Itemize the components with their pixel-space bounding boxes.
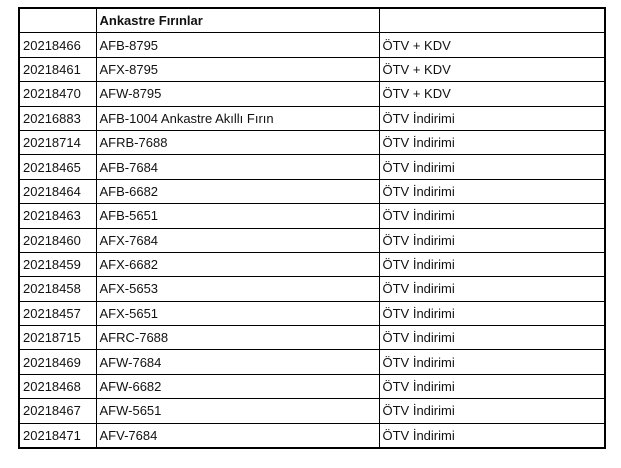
model-name-cell: AFW-7684 — [96, 350, 379, 374]
tax-status-cell: ÖTV İndirimi — [379, 228, 605, 252]
model-name-cell: AFW-6682 — [96, 374, 379, 398]
product-code-cell: 20218469 — [19, 350, 96, 374]
table-row — [19, 82, 605, 106]
table-row — [19, 33, 605, 57]
model-name-cell: AFB-1004 Ankastre Akıllı Fırın — [96, 106, 379, 130]
table-row — [19, 106, 605, 130]
model-name-cell: AFB-6682 — [96, 179, 379, 203]
model-name-cell: AFW-5651 — [96, 399, 379, 423]
product-code-cell: 20218468 — [19, 374, 96, 398]
tax-status-cell: ÖTV İndirimi — [379, 399, 605, 423]
table-row — [19, 423, 605, 448]
tax-status-cell: ÖTV İndirimi — [379, 252, 605, 276]
model-name-cell: AFB-8795 — [96, 33, 379, 57]
product-code-cell: 20216883 — [19, 106, 96, 130]
table-row — [19, 399, 605, 423]
product-code-cell: 20218458 — [19, 277, 96, 301]
product-code-cell: 20218459 — [19, 252, 96, 276]
tax-status-cell: ÖTV İndirimi — [379, 204, 605, 228]
model-name-cell: AFV-7684 — [96, 423, 379, 448]
tax-status-cell: ÖTV İndirimi — [379, 277, 605, 301]
product-code-cell: 20218715 — [19, 326, 96, 350]
tax-status-cell: ÖTV İndirimi — [379, 179, 605, 203]
table-row — [19, 155, 605, 179]
table-row — [19, 252, 605, 276]
product-code-cell: 20218463 — [19, 204, 96, 228]
table-row — [19, 57, 605, 81]
table-row — [19, 350, 605, 374]
tax-status-cell: ÖTV İndirimi — [379, 301, 605, 325]
product-code-cell: 20218467 — [19, 399, 96, 423]
model-name-cell: AFX-8795 — [96, 57, 379, 81]
table-row — [19, 277, 605, 301]
table-header-row — [19, 8, 605, 33]
model-name-cell: AFB-7684 — [96, 155, 379, 179]
tax-status-cell: ÖTV İndirimi — [379, 350, 605, 374]
tax-status-cell: ÖTV + KDV — [379, 33, 605, 57]
oven-product-table — [18, 7, 606, 449]
table-row — [19, 326, 605, 350]
model-name-cell: AFRB-7688 — [96, 130, 379, 154]
model-name-cell: AFB-5651 — [96, 204, 379, 228]
tax-status-cell: ÖTV + KDV — [379, 57, 605, 81]
product-code-cell: 20218457 — [19, 301, 96, 325]
product-code-cell: 20218464 — [19, 179, 96, 203]
table-row — [19, 374, 605, 398]
product-code-cell: 20218470 — [19, 82, 96, 106]
model-name-cell: AFX-6682 — [96, 252, 379, 276]
model-name-cell: AFX-7684 — [96, 228, 379, 252]
tax-status-cell: ÖTV İndirimi — [379, 106, 605, 130]
tax-status-cell: ÖTV İndirimi — [379, 423, 605, 448]
model-name-cell: AFX-5651 — [96, 301, 379, 325]
table-body — [19, 33, 605, 448]
header-tax-cell — [379, 8, 605, 33]
tax-status-cell: ÖTV İndirimi — [379, 155, 605, 179]
product-code-cell: 20218460 — [19, 228, 96, 252]
product-code-cell: 20218466 — [19, 33, 96, 57]
product-code-cell: 20218461 — [19, 57, 96, 81]
tax-status-cell: ÖTV İndirimi — [379, 326, 605, 350]
header-title-cell: Ankastre Fırınlar — [96, 8, 379, 33]
model-name-cell: AFRC-7688 — [96, 326, 379, 350]
model-name-cell: AFW-8795 — [96, 82, 379, 106]
table-row — [19, 179, 605, 203]
tax-status-cell: ÖTV İndirimi — [379, 374, 605, 398]
table-row — [19, 204, 605, 228]
product-code-cell: 20218465 — [19, 155, 96, 179]
table-row — [19, 130, 605, 154]
model-name-cell: AFX-5653 — [96, 277, 379, 301]
product-code-cell: 20218714 — [19, 130, 96, 154]
tax-status-cell: ÖTV + KDV — [379, 82, 605, 106]
table-row — [19, 301, 605, 325]
product-code-cell: 20218471 — [19, 423, 96, 448]
table-row — [19, 228, 605, 252]
tax-status-cell: ÖTV İndirimi — [379, 130, 605, 154]
header-code-cell — [19, 8, 96, 33]
